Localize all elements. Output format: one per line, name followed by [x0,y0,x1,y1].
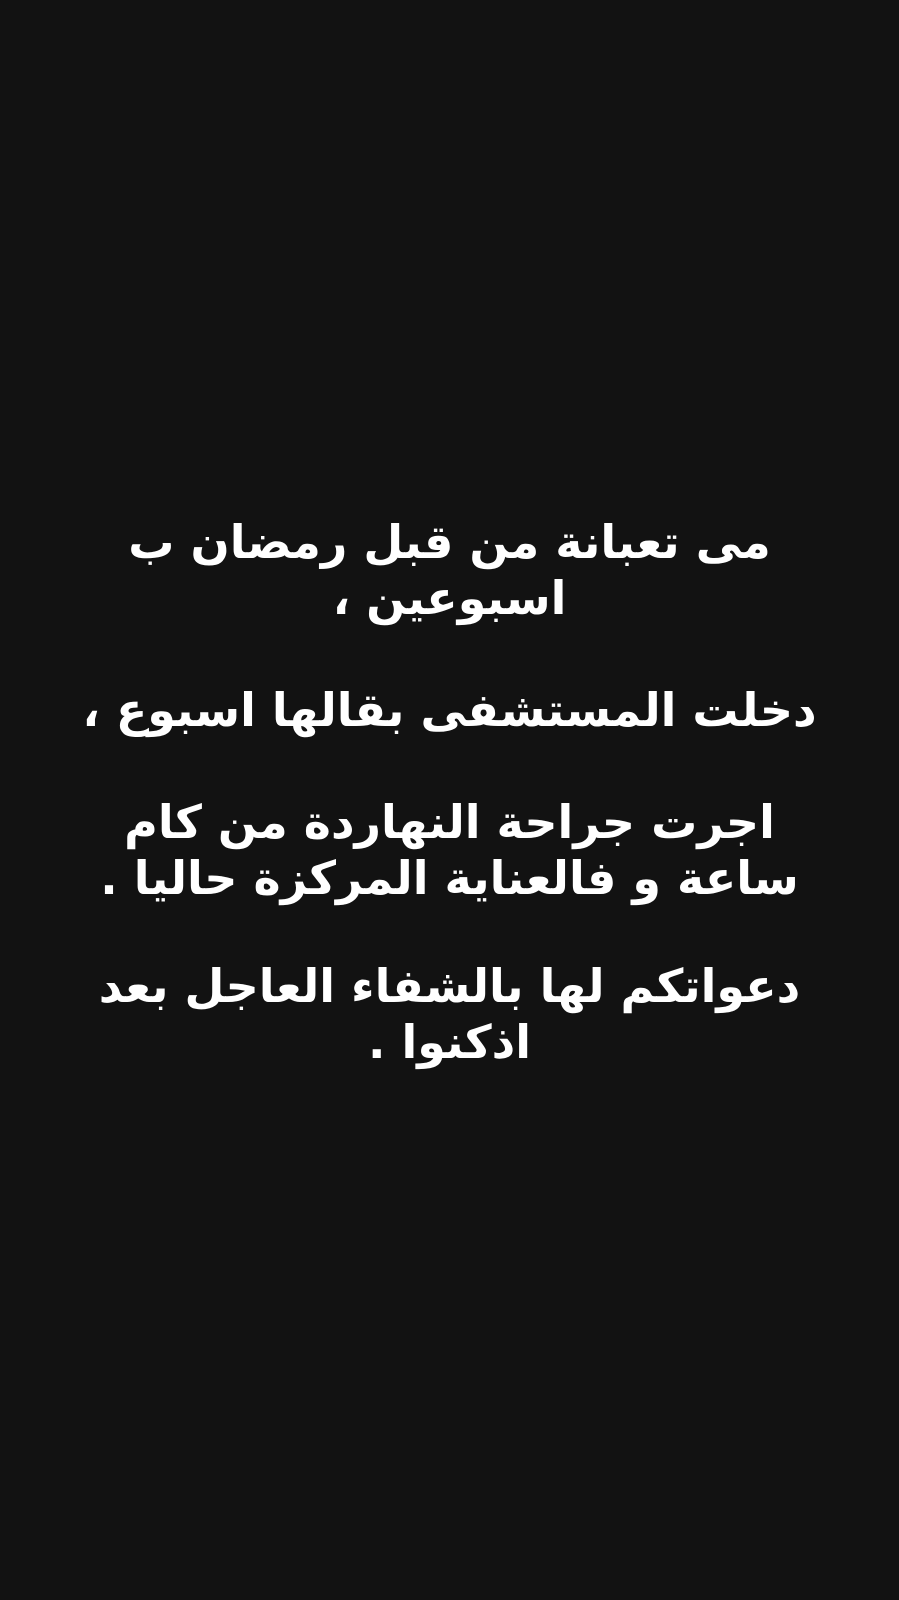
story-text-block [70,514,830,1071]
paragraph-spacer [70,626,830,682]
story-paragraph-2: دخلت المستشفى بقالها اسبوع ، [82,682,817,737]
story-paragraph-1: مى تعبانة من قبل رمضان ب اسبوعين ، [112,514,771,625]
paragraph-spacer [70,906,830,958]
story-paragraph-4: دعواتكم لها بالشفاء العاجل بعد اذكنوا . [82,959,801,1070]
story-paragraph-3: اجرت جراحة النهاردة من كام ساعة و فالعناية المركزة حاليا . [100,794,799,906]
paragraph-spacer [70,738,830,794]
